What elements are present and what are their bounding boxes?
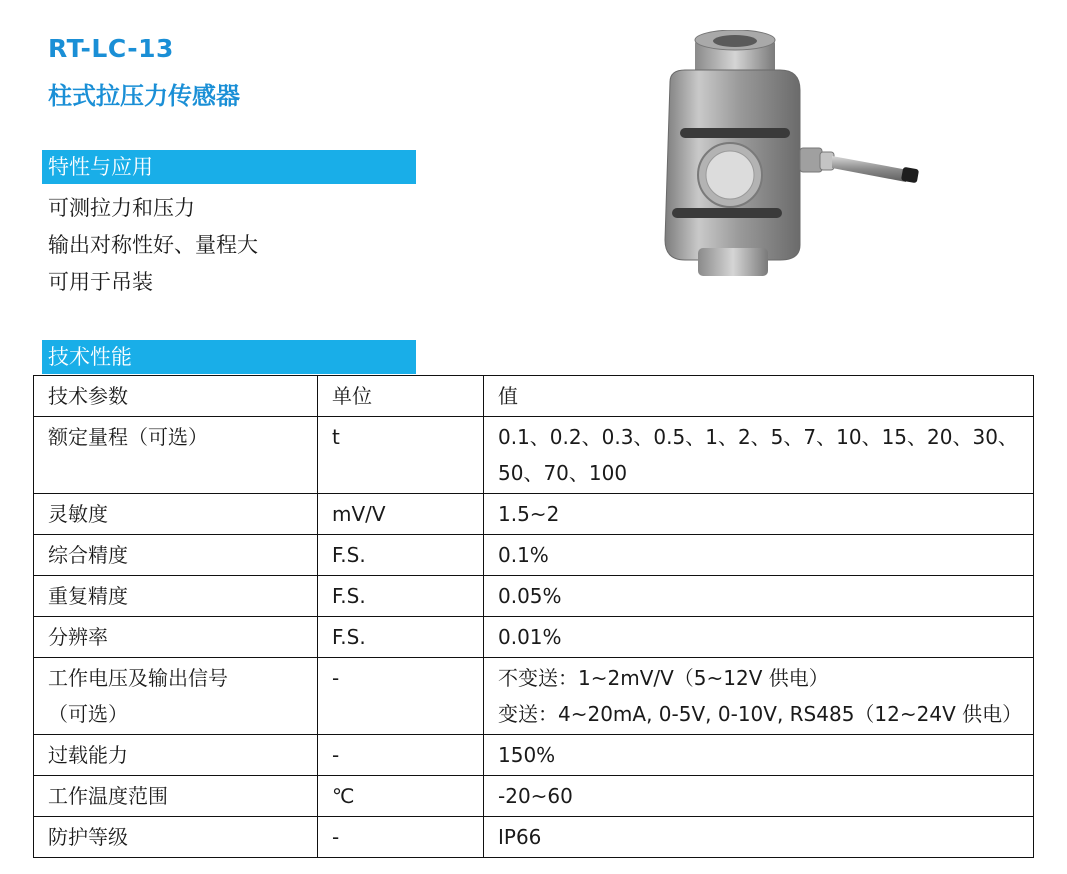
load-cell-product-photo [650,30,940,280]
column-header-param: 技术参数 [34,376,318,417]
value-cell [484,417,1034,494]
value-text: 1.5~2 [498,502,560,526]
value-text: 50、70、100 [498,461,628,485]
unit-cell: ℃ [318,776,484,817]
specs-heading: 技术性能 [42,340,416,374]
param-text: 分辨率 [48,625,108,649]
features-heading: 特性与应用 [42,150,416,184]
param-cell [34,617,318,658]
product-model: RT-LC-13 [48,34,174,63]
unit-cell: t [318,417,484,494]
param-cell [34,417,318,494]
value-cell [484,535,1034,576]
table-header-row [34,376,1034,417]
value-cell [484,494,1034,535]
value-cell [484,817,1034,858]
column-header-value: 值 [484,376,1034,417]
value-text: IP66 [498,825,542,849]
value-text: -20~60 [498,784,573,808]
value-text: 0.1、0.2、0.3、0.5、1、2、5、7、10、15、20、30、 [498,425,1018,449]
unit-cell: F.S. [318,617,484,658]
value-cell [484,776,1034,817]
feature-item: 可测拉力和压力 [48,196,195,220]
unit-cell: mV/V [318,494,484,535]
param-cell [34,494,318,535]
unit-cell: F.S. [318,576,484,617]
column-header-unit: 单位 [318,376,484,417]
value-text: 0.01% [498,625,562,649]
table-row [34,735,1034,776]
unit-cell: F.S. [318,535,484,576]
param-text: 灵敏度 [48,502,108,526]
unit-cell: - [318,735,484,776]
param-text: 过载能力 [48,743,128,767]
value-cell [484,576,1034,617]
value-text: 150% [498,743,556,767]
feature-item: 输出对称性好、量程大 [48,233,258,257]
table-row [34,535,1034,576]
value-cell [484,617,1034,658]
param-cell [34,735,318,776]
param-cell [34,535,318,576]
param-text: 工作温度范围 [48,784,168,808]
table-row [34,776,1034,817]
param-cell [34,817,318,858]
product-title: 柱式拉压力传感器 [48,82,240,110]
table-row [34,617,1034,658]
spec-table [33,375,1034,858]
value-cell [484,658,1034,735]
table-row [34,494,1034,535]
value-text: 不变送：1~2mV/V（5~12V 供电） [498,666,829,690]
param-text: （可选） [48,702,128,726]
param-text: 重复精度 [48,584,128,608]
feature-item: 可用于吊装 [48,270,153,294]
param-cell [34,658,318,735]
param-text: 额定量程（可选） [48,425,208,449]
table-row [34,817,1034,858]
param-text: 防护等级 [48,825,128,849]
param-text: 综合精度 [48,543,128,567]
value-cell [484,735,1034,776]
unit-cell: - [318,817,484,858]
table-row [34,417,1034,494]
table-row [34,658,1034,735]
unit-cell: - [318,658,484,735]
value-text: 0.05% [498,584,562,608]
param-text: 工作电压及输出信号 [48,666,228,690]
value-text: 变送：4~20mA, 0-5V, 0-10V, RS485（12~24V 供电） [498,702,1023,726]
param-cell [34,576,318,617]
value-text: 0.1% [498,543,549,567]
param-cell [34,776,318,817]
table-row [34,576,1034,617]
